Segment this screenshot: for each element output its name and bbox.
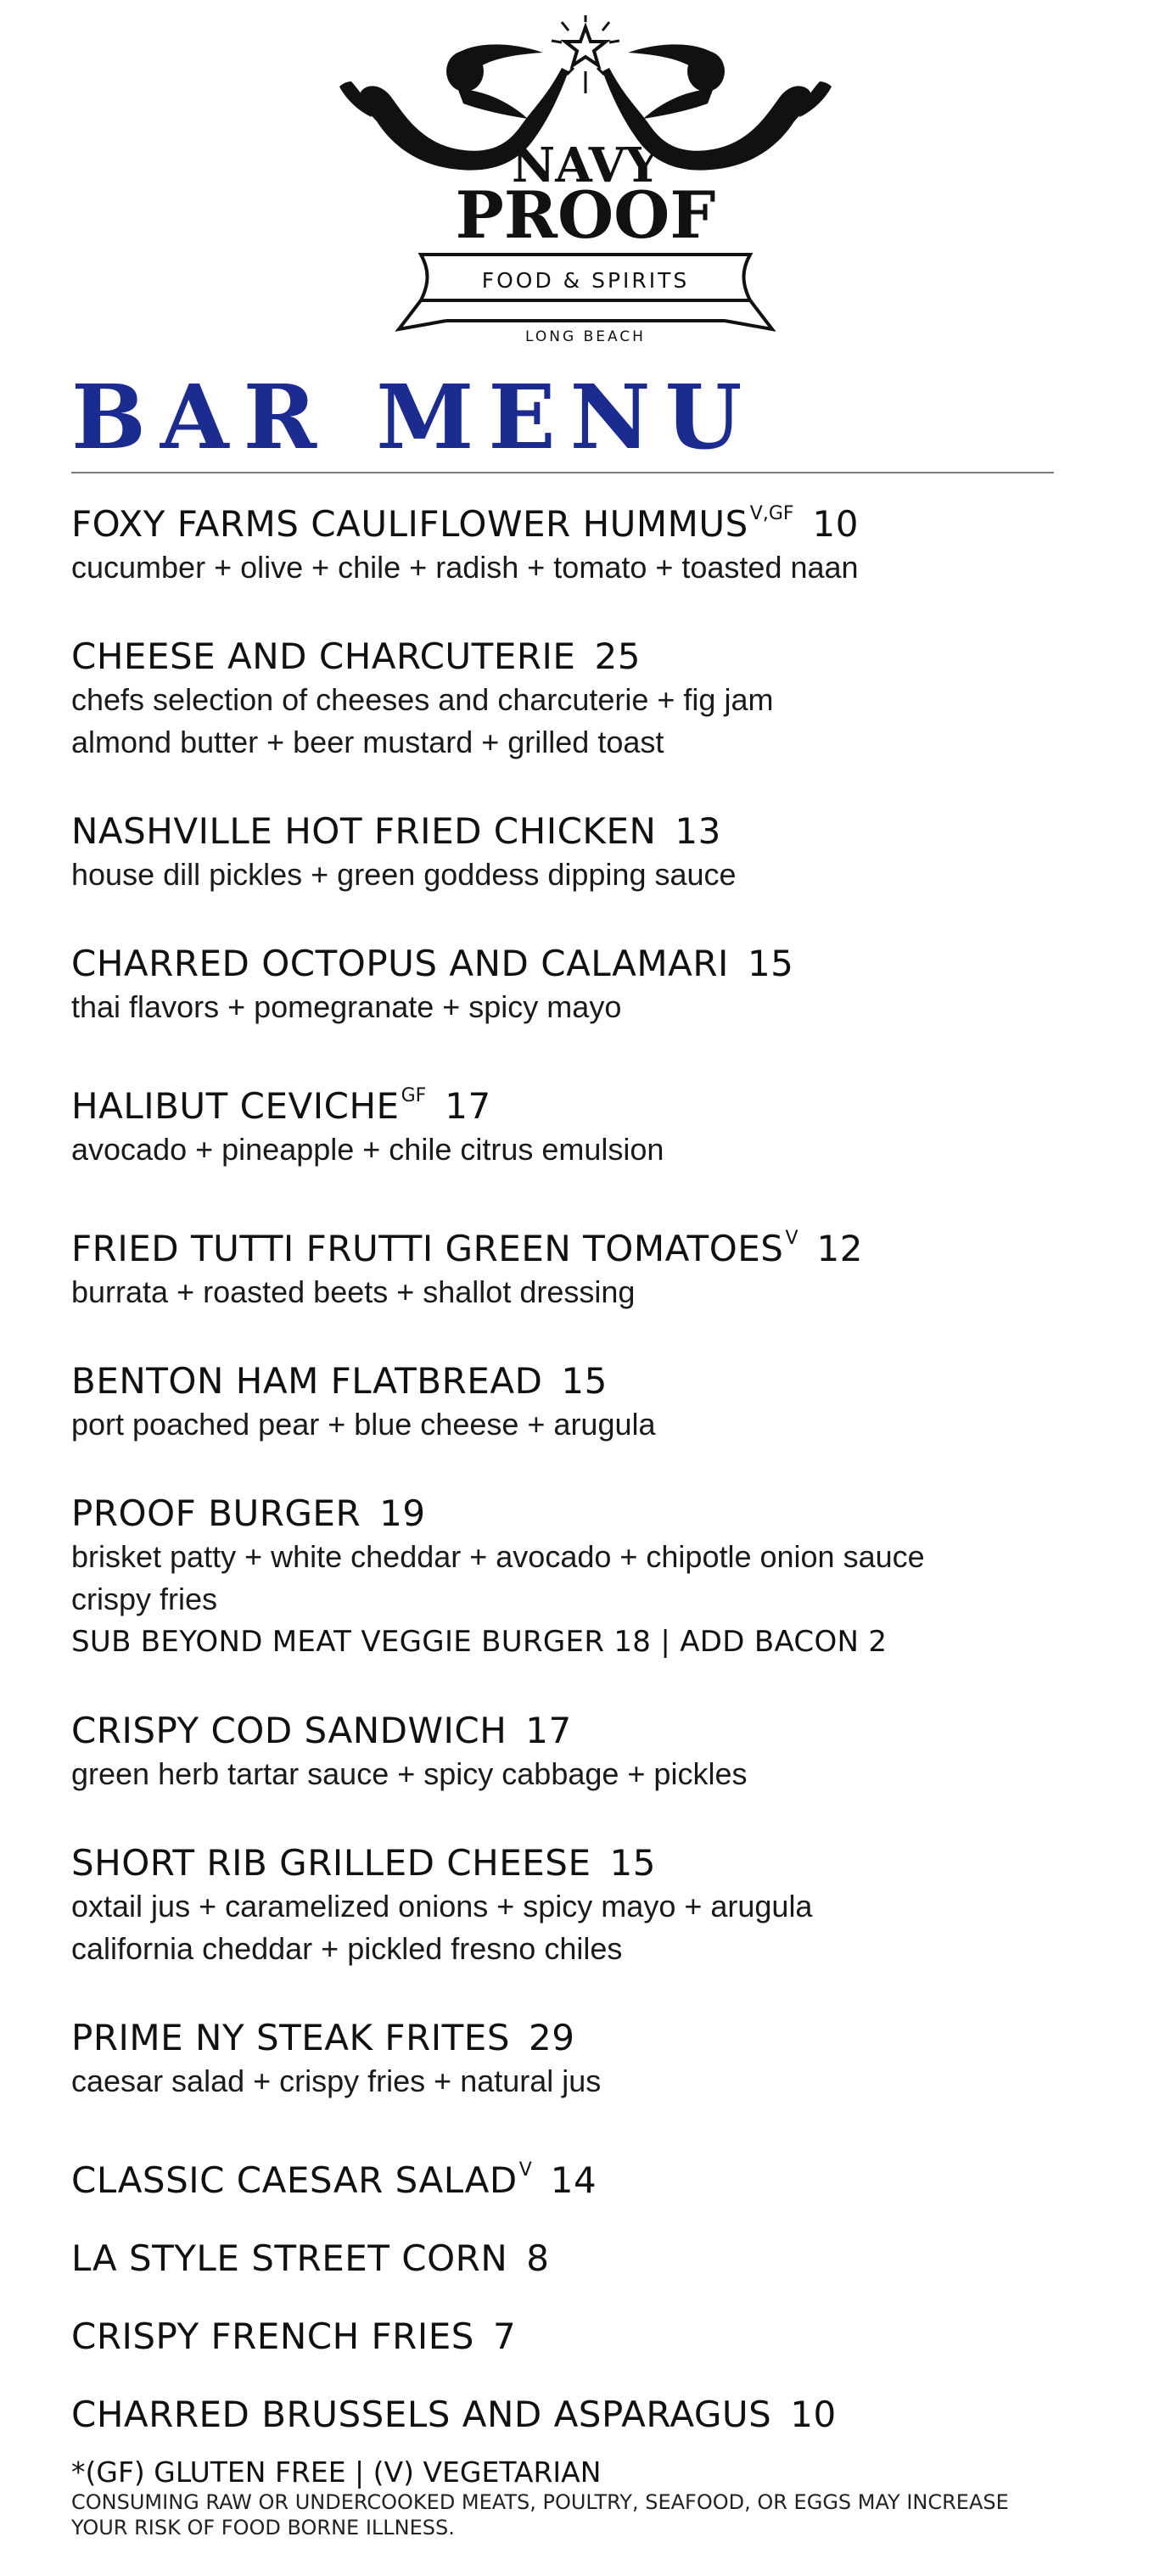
menu-item-description: crispy fries <box>71 1582 218 1616</box>
menu-item <box>71 2393 1090 2437</box>
logo-name-line2: PROOF <box>455 177 716 253</box>
menu-item-description: thai flavors + pomegranate + spicy mayo <box>71 989 622 1024</box>
menu-item-heading <box>71 1841 1090 1885</box>
menu-item <box>71 1359 1090 1446</box>
menu-item-name: PROOF BURGER <box>71 1492 361 1534</box>
logo-banner-text: FOOD & SPIRITS <box>481 268 690 293</box>
menu-item <box>71 492 1090 589</box>
menu-item-name: CHARRED OCTOPUS AND CALAMARI <box>71 943 729 984</box>
menu-item-heading <box>71 1217 1090 1271</box>
menu-item-price: 17 <box>525 1710 572 1751</box>
menu-item-description: caesar salad + crispy fries + natural jus <box>71 2064 602 2098</box>
menu-item-price: 12 <box>816 1228 863 1269</box>
logo-name-line1: NAVY <box>512 137 659 193</box>
dietary-legend: *(GF) GLUTEN FREE | (V) VEGETARIAN <box>71 2456 602 2489</box>
menu-item-price: 17 <box>445 1085 491 1127</box>
menu-item <box>71 2237 1090 2281</box>
menu-item-name: CHARRED BRUSSELS AND ASPARAGUS <box>71 2394 772 2435</box>
menu-item-heading <box>71 942 1090 986</box>
menu-item <box>71 1074 1090 1171</box>
menu-item-name: CRISPY COD SANDWICH <box>71 1710 507 1751</box>
menu-item-name: FRIED TUTTI FRUTTI GREEN TOMATOES <box>71 1228 784 1269</box>
menu-item-heading <box>71 2237 1090 2281</box>
dietary-tag: V <box>785 1228 798 1249</box>
menu-item <box>71 2148 1090 2203</box>
dietary-tag: V <box>518 2159 532 2181</box>
menu-item-price: 15 <box>561 1360 608 1402</box>
menu-item <box>71 2315 1090 2359</box>
menu-title: BAR MENU <box>71 365 757 469</box>
menu-item-name: HALIBUT CEVICHE <box>71 1085 400 1127</box>
menu-item-name: CHEESE AND CHARCUTERIE <box>71 636 576 677</box>
menu-item-description: oxtail jus + caramelized onions + spicy mayo + arugula <box>71 1889 813 1924</box>
menu-item <box>71 942 1090 1028</box>
menu-item-heading <box>71 2148 1090 2203</box>
menu-item-heading <box>71 492 1090 546</box>
menu-item-price: 15 <box>609 1842 656 1884</box>
menu-item-price: 8 <box>526 2237 550 2279</box>
menu-item <box>71 1492 1090 1663</box>
menu-item-heading <box>71 1359 1090 1403</box>
menu-item-heading <box>71 1492 1090 1536</box>
navy-proof-logo <box>339 15 832 346</box>
menu-item-description: california cheddar + pickled fresno chiles <box>71 1931 623 1966</box>
menu-item-heading <box>71 809 1090 854</box>
menu-item <box>71 635 1090 764</box>
menu-item-price: 10 <box>812 503 859 545</box>
menu-item-description: burrata + roasted beets + shallot dressing <box>71 1274 636 1309</box>
menu-item-heading <box>71 2393 1090 2437</box>
footer <box>71 2456 1022 2540</box>
menu-item-name: CRISPY FRENCH FRIES <box>71 2316 474 2357</box>
menu-item-price: 10 <box>790 2394 837 2435</box>
menu-item-price: 25 <box>594 636 641 677</box>
menu-item <box>71 1709 1090 1795</box>
menu-item-price: 7 <box>492 2316 517 2357</box>
menu-item-name: FOXY FARMS CAULIFLOWER HUMMUS <box>71 503 748 545</box>
menu-item-description: chefs selection of cheeses and charcuterie + fig jam <box>71 682 774 717</box>
menu-item-description: cucumber + olive + chile + radish + tomato + toasted naan <box>71 550 859 585</box>
menu-item-price: 13 <box>675 810 721 852</box>
menu-item <box>71 809 1090 896</box>
food-safety-warning: CONSUMING RAW OR UNDERCOOKED MEATS, POULTRY, SEAFOOD, OR EGGS MAY INCREASE YOUR RISK OF FOOD BORNE ILLNESS. <box>71 2490 1009 2540</box>
menu-item-heading <box>71 635 1090 679</box>
menu-item-heading <box>71 1709 1090 1753</box>
menu-item-description: avocado + pineapple + chile citrus emulsion <box>71 1132 664 1167</box>
menu-item-price: 29 <box>529 2017 575 2058</box>
menu-item-price: 14 <box>550 2159 597 2201</box>
menu-item-price: 15 <box>747 943 794 984</box>
menu-item-option: SUB BEYOND MEAT VEGGIE BURGER 18 | ADD BACON 2 <box>71 1625 888 1659</box>
menu-item-name: CLASSIC CAESAR SALAD <box>71 2159 518 2201</box>
menu-item <box>71 1841 1090 1970</box>
menu-item-description: almond butter + beer mustard + grilled toast <box>71 725 664 759</box>
menu-item-description: port poached pear + blue cheese + arugula <box>71 1407 656 1442</box>
menu-item-heading <box>71 2315 1090 2359</box>
logo-location: LONG BEACH <box>525 328 646 345</box>
menu-item-name: NASHVILLE HOT FRIED CHICKEN <box>71 810 657 852</box>
menu-item-description: house dill pickles + green goddess dipping sauce <box>71 857 737 892</box>
menu-list <box>71 492 1090 2471</box>
menu-item-name: PRIME NY STEAK FRITES <box>71 2017 511 2058</box>
title-divider <box>71 472 1054 473</box>
dietary-tag: GF <box>401 1085 427 1106</box>
menu-item <box>71 1217 1090 1313</box>
menu-item-description: green herb tartar sauce + spicy cabbage + pickles <box>71 1756 748 1791</box>
dietary-tag: V,GF <box>749 503 794 524</box>
menu-item <box>71 2016 1090 2103</box>
menu-item-name: LA STYLE STREET CORN <box>71 2237 508 2279</box>
menu-item-heading <box>71 1074 1090 1128</box>
menu-item-name: BENTON HAM FLATBREAD <box>71 1360 543 1402</box>
menu-item-price: 19 <box>379 1492 426 1534</box>
menu-item-heading <box>71 2016 1090 2060</box>
menu-item-name: SHORT RIB GRILLED CHEESE <box>71 1842 591 1884</box>
menu-item-description: brisket patty + white cheddar + avocado + chipotle onion sauce <box>71 1539 925 1574</box>
